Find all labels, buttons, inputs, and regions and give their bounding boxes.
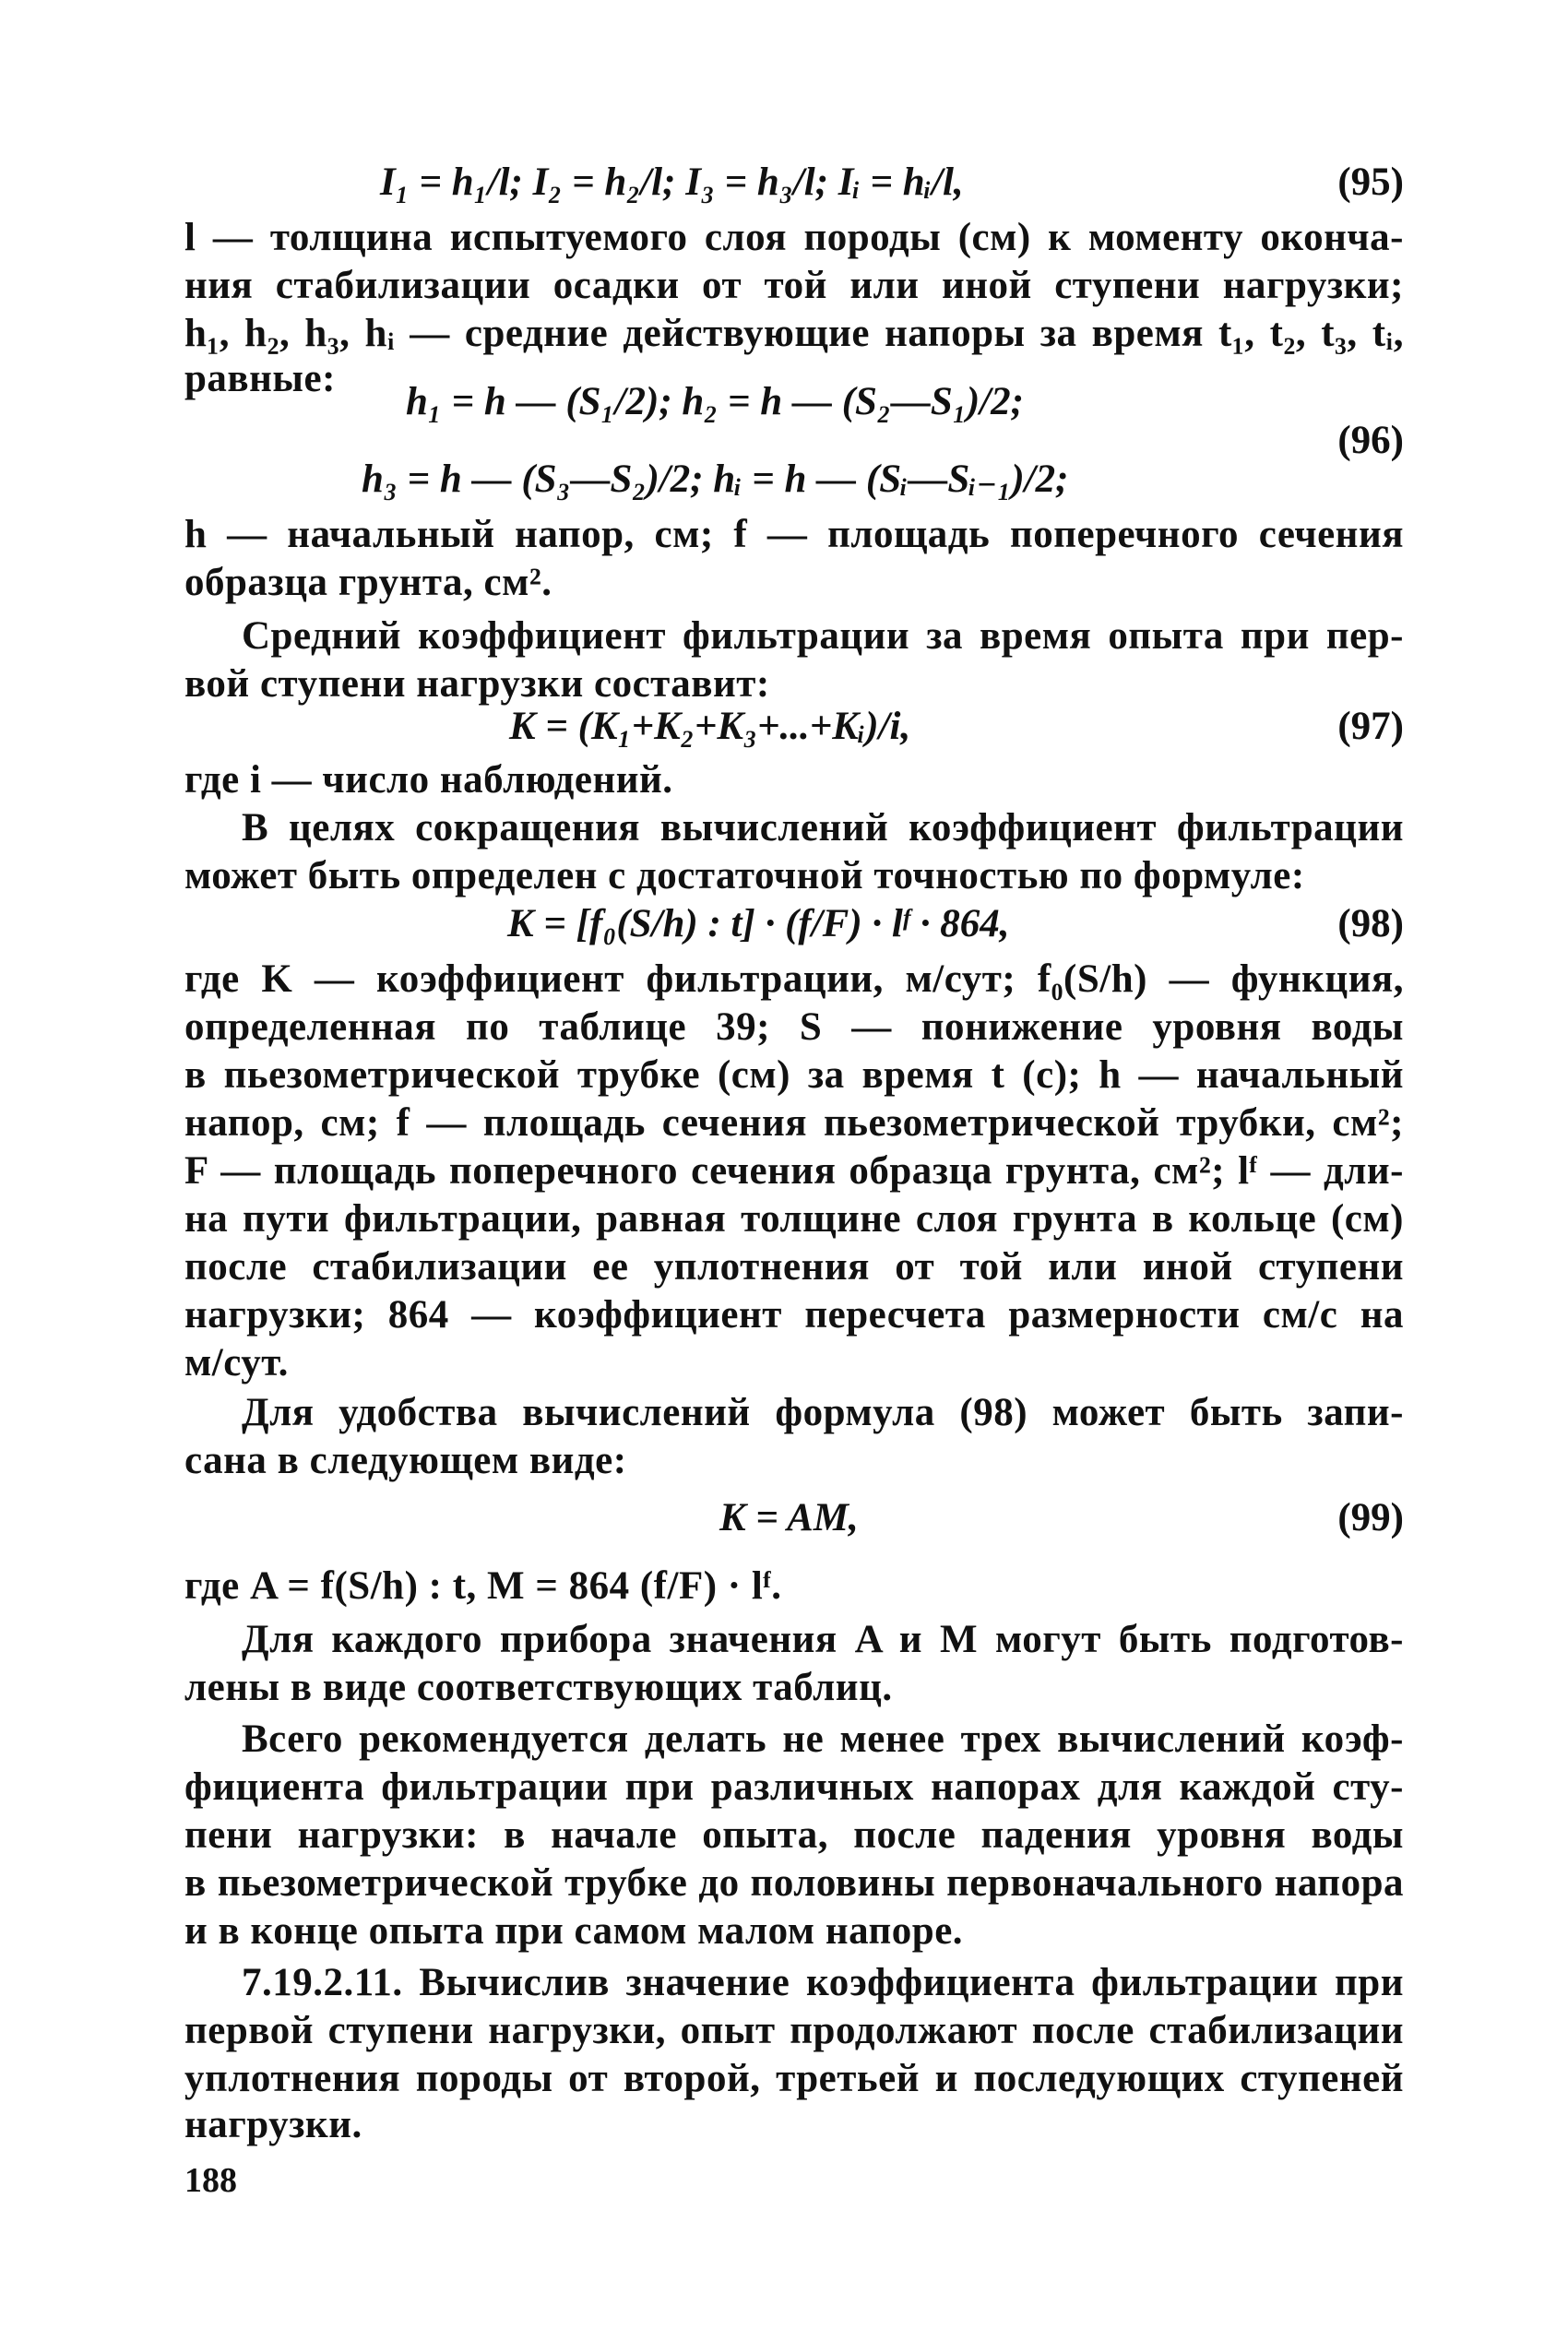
text-line-4: равные:: [184, 357, 336, 400]
text-line-29: в пьезометрической трубке до половины первоначального напора: [184, 1861, 1404, 1905]
equation-98: K = [f₀(S/h) : t] · (f/F) · lᶠ · 864,: [507, 902, 1010, 945]
text-line-27: фициента фильтрации при различных напорах для каждой сту-: [184, 1765, 1404, 1809]
text-line-23: где A = f(S/h) : t, M = 864 (f/F) · lᶠ.: [184, 1564, 782, 1608]
equation-95: I₁ = h₁/l; I₂ = h₂/l; I₃ = h₃/l; Iᵢ = hᵢ/l,: [380, 160, 964, 204]
equation-96-line-1: h₁ = h — (S₁/2); h₂ = h — (S₂—S₁)/2;: [406, 380, 1024, 423]
equation-number-98: (98): [1337, 902, 1404, 945]
text-line-22: сана в следующем виде:: [184, 1439, 627, 1482]
text-line-8: вой ступени нагрузки составит:: [184, 662, 770, 706]
equation-99: K = AM,: [719, 1496, 859, 1539]
text-line-20: м/сут.: [184, 1341, 289, 1384]
text-line-26: Всего рекомендуется делать не менее трех вычислений коэф-: [242, 1717, 1404, 1761]
text-line-15: напор, см; f — площадь сечения пьезометрической трубки, см²;: [184, 1101, 1404, 1145]
text-line-14: в пьезометрической трубке (см) за время t (с); h — начальный: [184, 1053, 1404, 1097]
page-number: 188: [184, 2161, 237, 2200]
text-line-9: где i — число наблюдений.: [184, 758, 673, 802]
equation-number-95: (95): [1337, 160, 1404, 204]
text-line-5: h — начальный напор, см; f — площадь поперечного сечения: [184, 513, 1404, 556]
text-line-12: где K — коэффициент фильтрации, м/сут; f₀(S/h) — функция,: [184, 957, 1404, 1001]
text-line-33: уплотнения породы от второй, третьей и последующих ступеней: [184, 2057, 1404, 2100]
text-line-6: образца грунта, см².: [184, 561, 552, 604]
text-line-16: F — площадь поперечного сечения образца грунта, см²; lᶠ — дли-: [184, 1149, 1404, 1193]
text-line-25: лены в виде соответствующих таблиц.: [184, 1666, 893, 1709]
equation-97: K = (K₁+K₂+K₃+...+Kᵢ)/i,: [509, 705, 911, 748]
text-line-18: после стабилизации ее уплотнения от той или иной ступени: [184, 1245, 1404, 1289]
equation-number-97: (97): [1337, 705, 1404, 748]
text-line-24: Для каждого прибора значения A и M могут быть подготов-: [242, 1618, 1404, 1661]
equation-number-96: (96): [1337, 419, 1404, 462]
text-line-32: первой ступени нагрузки, опыт продолжают после стабилизации: [184, 2009, 1404, 2052]
text-line-11: может быть определен с достаточной точностью по формуле:: [184, 854, 1305, 897]
text-line-31: 7.19.2.11. Вычислив значение коэффициента фильтрации при: [242, 1961, 1404, 2004]
text-line-10: В целях сокращения вычислений коэффициент фильтрации: [242, 806, 1404, 850]
equation-96-line-2: h₃ = h — (S₃—S₂)/2; hᵢ = h — (Sᵢ—Sᵢ₋₁)/2;: [362, 458, 1069, 501]
text-line-30: и в конце опыта при самом малом напоре.: [184, 1909, 964, 1953]
text-line-28: пени нагрузки: в начале опыта, после падения уровня воды: [184, 1813, 1404, 1857]
text-line-34: нагрузки.: [184, 2103, 362, 2146]
equation-number-99: (99): [1337, 1496, 1404, 1539]
text-line-13: определенная по таблице 39; S — понижение уровня воды: [184, 1005, 1404, 1049]
text-line-21: Для удобства вычислений формула (98) может быть запи-: [242, 1391, 1404, 1434]
text-line-2: ния стабилизации осадки от той или иной ступени нагрузки;: [184, 264, 1404, 307]
text-line-1: l — толщина испытуемого слоя породы (см) к моменту оконча-: [184, 216, 1404, 259]
text-line-7: Средний коэффициент фильтрации за время опыта при пер-: [242, 614, 1404, 658]
text-line-3: h₁, h₂, h₃, hᵢ — средние действующие напоры за время t₁, t₂, t₃, tᵢ,: [184, 312, 1404, 355]
text-line-17: на пути фильтрации, равная толщине слоя грунта в кольце (см): [184, 1197, 1404, 1241]
text-line-19: нагрузки; 864 — коэффициент пересчета размерности см/с на: [184, 1293, 1404, 1337]
